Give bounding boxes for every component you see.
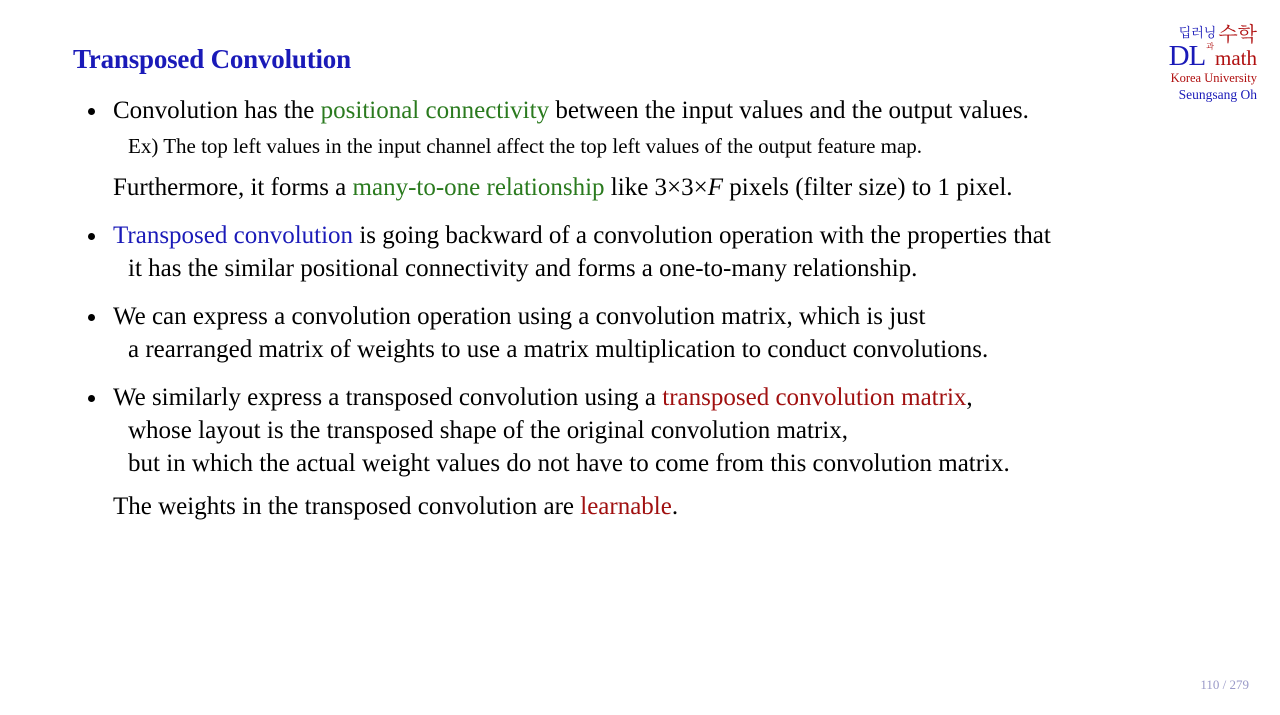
highlight-many-to-one: many-to-one relationship — [352, 174, 605, 201]
page-number: 110 / 279 — [1200, 677, 1249, 692]
logo-math: math — [1215, 46, 1257, 70]
slide-title: Transposed Convolution — [73, 44, 351, 74]
bullet-line: We can express a convolution operation using a convolution matrix, which is just — [113, 303, 926, 330]
bullet-line — [113, 381, 1198, 414]
bullet-continuation-line: but in which the actual weight values do not have to come from this convolution matrix. — [128, 450, 1010, 477]
bullet-dot-icon — [88, 233, 95, 240]
followup-text: like 3×3× — [604, 174, 708, 201]
highlight-transposed-convolution-matrix: transposed convolution matrix — [662, 384, 967, 411]
highlight-positional-connectivity: positional connectivity — [320, 97, 550, 124]
bullet-dot-icon — [88, 108, 95, 115]
bullet-dot-icon — [88, 314, 95, 321]
bullet-line — [113, 94, 1198, 127]
bullet-positional-connectivity — [88, 94, 1198, 204]
logo-university: Korea University — [1170, 71, 1257, 85]
followup-text: Furthermore, it forms a — [113, 174, 353, 201]
bullet-line — [113, 219, 1198, 252]
followup-text: . — [671, 493, 679, 520]
logo-dl-math-line — [1157, 42, 1257, 71]
followup-text: The weights in the transposed convolution are — [113, 493, 581, 520]
logo-dl: DL — [1168, 40, 1206, 72]
bullet-text: We similarly express a transposed convolution using a — [113, 384, 663, 411]
bullet-continuation-line: it has the similar positional connectivity and forms a one-to-many relationship. — [128, 255, 918, 282]
followup-text: pixels (filter size) to 1 pixel. — [723, 174, 1013, 201]
slide-content — [88, 94, 1198, 538]
highlight-learnable: learnable — [580, 493, 672, 520]
bullet-transposed-convolution-matrix — [88, 381, 1198, 523]
bullet-continuation-line: a rearranged matrix of weights to use a matrix multiplication to conduct convolutions. — [128, 336, 989, 363]
bullet-convolution-matrix — [88, 300, 1198, 366]
dl-math-logo — [1157, 22, 1257, 101]
bullet-text: , — [966, 384, 973, 411]
highlight-transposed-convolution: Transposed convolution — [113, 222, 354, 249]
logo-korean-deep-learning: 딥러닝 — [1178, 26, 1217, 41]
math-variable-f: F — [707, 174, 724, 201]
bullet-dot-icon — [88, 395, 95, 402]
bullet-text: is going backward of a convolution operation with the properties that — [353, 222, 1051, 249]
followup-line — [113, 490, 1198, 523]
example-line: Ex) The top left values in the input channel affect the top left values of the output feature map. — [128, 134, 923, 158]
logo-korean-and: 과 — [1206, 42, 1214, 51]
followup-line — [113, 171, 1198, 204]
logo-author: Seungsang Oh — [1178, 86, 1257, 102]
bullet-text: between the input values and the output values. — [549, 97, 1029, 124]
bullet-continuation-line: whose layout is the transposed shape of the original convolution matrix, — [128, 417, 848, 444]
bullet-text: Convolution has the — [113, 97, 321, 124]
bullet-transposed-convolution — [88, 219, 1198, 285]
logo-korean-math: 수학 — [1218, 22, 1257, 46]
